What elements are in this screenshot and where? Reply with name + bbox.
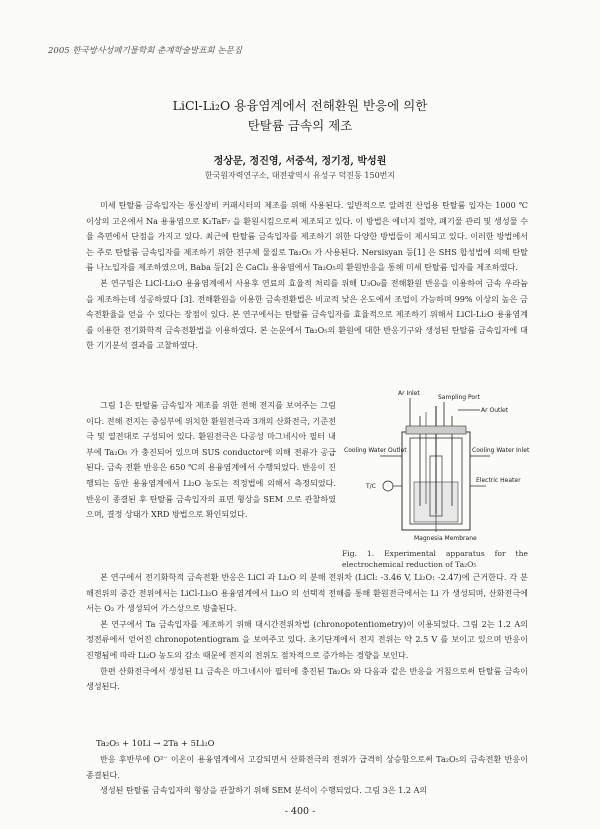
results-section bbox=[86, 570, 528, 695]
label-heater: Electric Heater bbox=[476, 477, 521, 484]
label-sampling-port: Sampling Port bbox=[438, 394, 480, 401]
label-ar-outlet: Ar Outlet bbox=[481, 407, 509, 414]
flange bbox=[406, 426, 466, 434]
paragraph-1: 미세 탄탈륨 금속입자는 통신장비 커패시터의 제조를 위해 사용된다. 일반적으로 알려진 산업용 탄탈륨 입자는 1000 ℃ 이상의 고온에서 Na 용융염으로 K₂TaF₇ 을 환원시킴으로써 제조되고 있다. 이 방법은 에너지 절약, 폐기물 관리 및 생성물 수율 측면에서 단점을 가지고 있다. 최근에 탄탈륨 금속입자를 제조하기 위한 다양한 방법들이 제시되고 있다. 이러한 방법에서는 주로 탄탈륨 금속입자를 제조하기 위한 전구체 물질로 Ta₂O₅ 가 사용된다. Nersisyan 등[1] 은 SHS 합성법에 의해 탄탈륨 나노입자를 제조하였으며, Baba 등[2] 은 CaCl₂ 용융염에서 Ta₂O₅의 환원반응을 통해 미세 탄탈륨 입자를 제조하였다. bbox=[86, 200, 528, 273]
label-tc: T/C bbox=[366, 483, 376, 490]
paragraph-4: 본 연구에서 전기화학적 금속전환 반응은 LiCl 과 Li₂O 의 분해 전위차 (LiCl: -3.46 V, Li₂O: -2.47)에 근거한다. 각 분해전위의 중간 전위에서는 LiCl-Li₂O 용융염계에서 Li₂O 의 선택적 전해를 통해 환원전극에서는 Li 가 생성되며, 산화전극에서는 O₂ 가 생성되어 가스상으로 방출된다. bbox=[86, 572, 528, 614]
apparatus-figure bbox=[340, 386, 530, 544]
left-column bbox=[86, 398, 336, 523]
paragraph-8: 생성된 탄탈륨 금속입자의 형상을 관찰하기 위해 SEM 분석이 수행되었다. 그림 3은 1.2 A의 bbox=[100, 785, 428, 796]
intro-section bbox=[86, 198, 528, 354]
paragraph-7: 반응 후반부에 O²⁻ 이온이 용융염계에서 고갈되면서 산화전극의 전위가 급격히 상승함으로써 Ta₂O₅의 금속전환 반응이 종결된다. bbox=[86, 754, 528, 780]
page-number: - 400 - bbox=[284, 806, 316, 817]
reaction-equation: Ta₂O₅ + 10Li → 2Ta + 5Li₂O bbox=[96, 738, 215, 748]
paper-title-line1: LiCl-Li₂O 용융염계에서 전해환원 반응에 의한 bbox=[172, 98, 428, 113]
label-cw-outlet: Cooling Water Outlet bbox=[344, 447, 407, 454]
figure-caption: Fig. 1. Experimental apparatus for the electrochemical reduction of Ta₂O₅ bbox=[342, 549, 528, 569]
thermocouple-icon bbox=[383, 481, 393, 491]
paragraph-6: 한편 산화전극에서 생성된 Li 금속은 마그네시아 필터에 충진된 Ta₂O₅ 와 다음과 같은 반응을 거침으로써 탄탈륨 금속이 생성된다. bbox=[86, 665, 528, 692]
affiliation: 한국원자력연구소, 대전광역시 유성구 덕진동 150번지 bbox=[204, 171, 396, 180]
label-ar-inlet: Ar Inlet bbox=[398, 390, 420, 397]
paper-title-line2: 탄탈륨 금속의 제조 bbox=[247, 118, 353, 133]
label-cw-inlet: Cooling Water Inlet bbox=[472, 447, 530, 454]
running-header: 2005 한국방사성폐기물학회 춘계학술발표회 논문집 bbox=[48, 46, 242, 56]
conclusion-section bbox=[86, 752, 528, 799]
authors: 정상문, 정진영, 서중석, 정기정, 박성원 bbox=[213, 156, 387, 167]
paragraph-5: 본 연구에서 Ta 금속입자를 제조하기 위해 대시간전위차법 (chronopotentiometry)이 이용되었다. 그림 2는 1.2 A의 정전류에서 얻어진 chronopotentiogram 을 보여주고 있다. 초기단계에서 전지 전위는 약 2.5 V 를 보이고 있으며 반응이 진행됨에 따라 Li₂O 농도의 감소 때문에 전지의 전위도 점차적으로 증가하는 경향을 보인다. bbox=[86, 618, 528, 660]
paragraph-3: 그림 1은 탄탈륨 금속입자 제조를 위한 전해 전지를 보여주는 그림이다. 전해 전지는 중심부에 위치한 환원전극과 3개의 산화전극, 기준전극 및 열전대로 구성되어 있다. 환원전극은 다공성 마그네시아 필터 내부에 Ta₂O₅ 가 충진되어 있으며 SUS conductor에 의해 전류가 공급된다. 금속 전환 반응은 650 ℃의 용융염계에서 수행되었다. 반응이 진행되는 동안 용융염계에서 Li₂O 농도는 적정법에 의해서 측정되었다. 반응이 종결된 후 탄탈륨 금속입자의 표면 형상을 SEM 으로 관찰하였으며, 결정 상태가 XRD 방법으로 확인되었다. bbox=[86, 400, 336, 520]
label-magnesia: Magnesia Membrane bbox=[414, 535, 477, 542]
paragraph-2: 본 연구팀은 LiCl-Li₂O 용융염계에서 사용후 연료의 효율적 처리를 위해 U₃O₈를 전해환원 반응을 이용하여 금속 우라늄을 제조하는데 성공하였다 [3]. 전해환원을 이용한 금속전환법은 비교적 낮은 온도에서 조업이 가능하며 99% 이상의 높은 금속전환율을 얻을 수 있다는 장점이 있다. 본 연구에서는 탄탈륨 금속입자를 효율적으로 제조하기 위해서 LiCl-Li₂O 용융염계를 이용한 전기화학적 금속전환법을 이용하였다. 본 논문에서 Ta₂O₅의 환원에 대한 반응기구와 생성된 탄탈륨 금속입자에 대한 기기분석 결과를 고찰하였다. bbox=[86, 277, 528, 351]
